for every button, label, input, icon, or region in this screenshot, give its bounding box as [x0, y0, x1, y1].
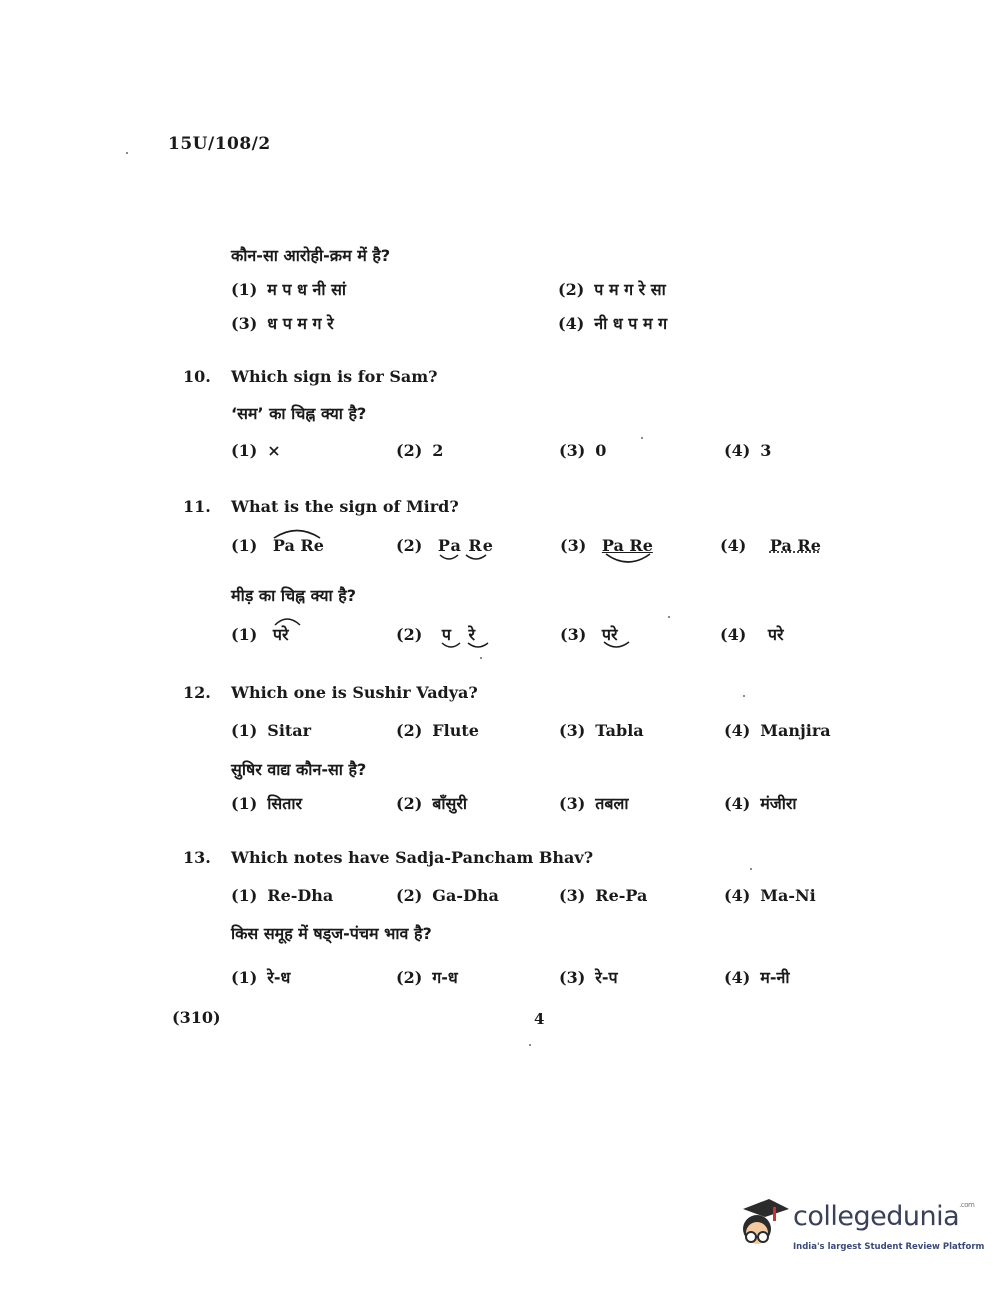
q9-option-4: (4) नी ध प म ग: [558, 314, 668, 333]
collegedunia-logo: [733, 1195, 985, 1265]
q13-option-2: (2) Ga-Dha: [396, 886, 499, 905]
q10-option-4: (4) 3: [724, 441, 772, 460]
q10-option-2: (2) 2: [396, 441, 444, 460]
q13-hindi-option-4: (4) म-नी: [724, 968, 790, 987]
q9-hindi-text: कौन-सा आरोही-क्रम में है?: [231, 246, 391, 265]
paper-code: 15U/108/2: [168, 134, 271, 154]
q10-hindi-text: ‘सम’ का चिह्न क्या है?: [231, 404, 367, 423]
q9-option-2: (2) प म ग रे सा: [558, 280, 666, 299]
mind-arc-above-notation: Pa Re: [273, 536, 324, 555]
arc-above-icon: [273, 616, 303, 626]
q12-hindi-option-2: (2) बाँसुरी: [396, 794, 468, 813]
q11-hindi-option-3: (3) परे: [560, 623, 618, 645]
q11-hindi-option-1: (1) परे: [231, 623, 289, 645]
q9-option-3: (3) ध प म ग रे: [231, 314, 334, 333]
q12-number: 12.: [183, 683, 211, 702]
q13-hindi-option-1: (1) रे-ध: [231, 968, 291, 987]
q11-hindi-option-4: (4) परे: [720, 625, 784, 644]
q11-english-text: What is the sign of Mird?: [231, 497, 459, 516]
q13-number: 13.: [183, 848, 211, 867]
q11-hindi-option-2: (2) प रे: [396, 623, 481, 645]
q12-option-1: (1) Sitar: [231, 721, 312, 740]
q13-english-text: Which notes have Sadja-Pancham Bhav?: [231, 848, 594, 867]
q11-option-1: (1) Pa Re: [231, 536, 324, 555]
mind-arc-below-notation: Pa Re: [602, 536, 653, 555]
q11-number: 11.: [183, 497, 211, 516]
brand-name: collegedunia$^{.com}$: [793, 1201, 975, 1232]
q13-hindi-option-2: (2) ग-ध: [396, 968, 458, 987]
q11-option-2: (2) Pa Re: [396, 536, 494, 555]
q10-option-1: (1) ×: [231, 441, 281, 460]
q12-hindi-text: सुषिर वाद्य कौन-सा है?: [231, 760, 367, 779]
arc-below-icon: [604, 552, 654, 566]
q10-number: 10.: [183, 367, 211, 386]
double-underarc-icon: [438, 553, 490, 563]
q12-english-text: Which one is Sushir Vadya?: [231, 683, 478, 702]
double-underarc-icon: [440, 641, 494, 651]
q11-hindi-text: मीड़ का चिह्न क्या है?: [231, 586, 357, 605]
q10-option-3: (3) 0: [559, 441, 607, 460]
footer-code: (310): [172, 1008, 221, 1027]
q13-option-3: (3) Re-Pa: [559, 886, 648, 905]
q12-hindi-option-4: (4) मंजीरा: [724, 794, 797, 813]
q12-hindi-option-1: (1) सितार: [231, 794, 303, 813]
q12-option-4: (4) Manjira: [724, 721, 831, 740]
arc-above-icon: [272, 527, 322, 539]
q12-hindi-option-3: (3) तबला: [559, 794, 629, 813]
q10-english-text: Which sign is for Sam?: [231, 367, 438, 386]
q13-option-1: (1) Re-Dha: [231, 886, 334, 905]
q13-hindi-text: किस समूह में षड्ज-पंचम भाव है?: [231, 924, 432, 943]
q12-option-2: (2) Flute: [396, 721, 479, 740]
arc-below-icon: [602, 640, 632, 650]
q11-option-4: (4) Pa Re: [720, 536, 821, 555]
q13-hindi-option-3: (3) रे-प: [559, 968, 618, 987]
q13-option-4: (4) Ma-Ni: [724, 886, 816, 905]
mascot-icon: [733, 1195, 791, 1257]
q9-option-1: (1) म प ध नी सां: [231, 280, 347, 299]
page-number: 4: [534, 1010, 545, 1028]
q11-option-3: (3) Pa Re: [560, 536, 653, 555]
mind-double-underarc-notation: Pa Re: [438, 536, 494, 555]
q12-option-3: (3) Tabla: [559, 721, 644, 740]
brand-tagline: India's largest Student Review Platform: [793, 1242, 985, 1252]
